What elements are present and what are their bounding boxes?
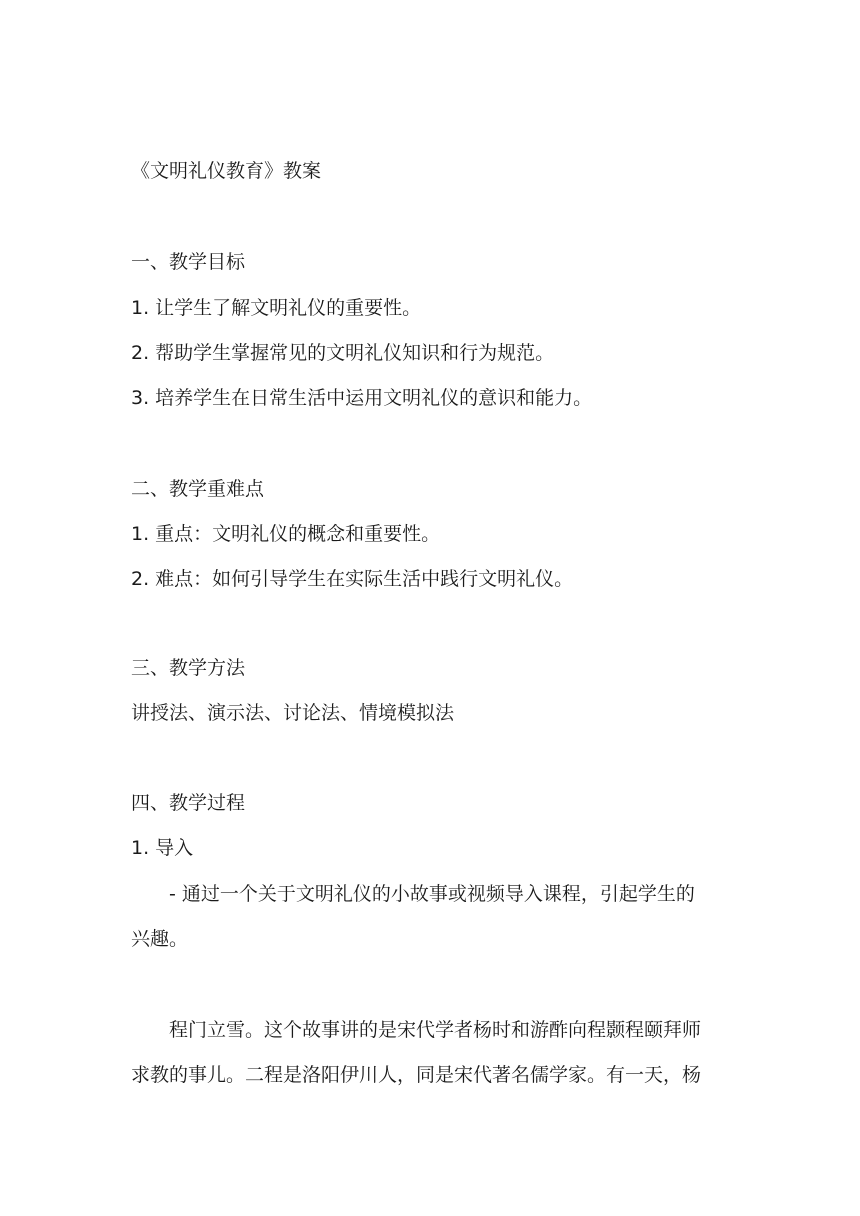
section-heading-methods: 三、教学方法: [131, 657, 246, 679]
process-step-1-text-continued: 兴趣。: [131, 928, 189, 950]
section-heading-process: 四、教学过程: [131, 792, 246, 814]
goal-item-1: 1. 让学生了解文明礼仪的重要性。: [131, 297, 422, 319]
key-point-item-1: 1. 重点：文明礼仪的概念和重要性。: [131, 523, 441, 545]
process-step-1-label: 1. 导入: [131, 837, 194, 859]
goal-item-3: 3. 培养学生在日常生活中运用文明礼仪的意识和能力。: [131, 387, 593, 409]
process-step-1-text: - 通过一个关于文明礼仪的小故事或视频导入课程，引起学生的: [169, 883, 695, 905]
story-paragraph-line-2: 求教的事儿。二程是洛阳伊川人，同是宋代著名儒学家。有一天，杨: [131, 1064, 702, 1086]
section-heading-key-points: 二、教学重难点: [131, 478, 265, 500]
story-paragraph-line-1: 程门立雪。这个故事讲的是宋代学者杨时和游酢向程颢程颐拜师: [169, 1019, 702, 1041]
key-point-item-2: 2. 难点：如何引导学生在实际生活中践行文明礼仪。: [131, 568, 574, 590]
document-title: 《文明礼仪教育》教案: [131, 160, 322, 182]
section-heading-goals: 一、教学目标: [131, 251, 246, 273]
goal-item-2: 2. 帮助学生掌握常见的文明礼仪知识和行为规范。: [131, 342, 555, 364]
methods-text: 讲授法、演示法、讨论法、情境模拟法: [131, 702, 455, 724]
